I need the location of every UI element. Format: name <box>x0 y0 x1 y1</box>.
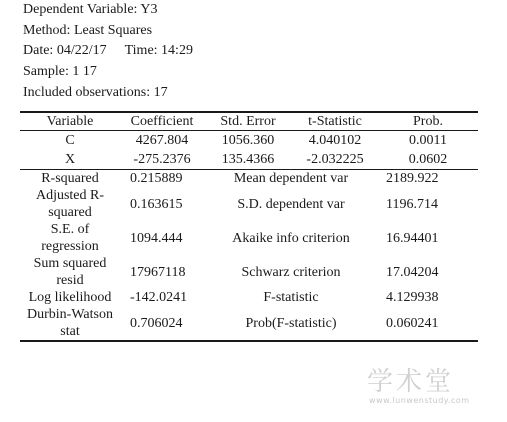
statistic-label: S.E. of regression <box>41 222 99 254</box>
t-statistic-cell: 4.040102 <box>308 133 362 148</box>
statistic-label: Durbin-Watson stat <box>27 307 113 339</box>
time-text: Time: 14:29 <box>124 43 193 59</box>
std-error-cell: 135.4366 <box>221 152 275 167</box>
method-line: Method: Least Squares <box>23 22 153 38</box>
date-time-line <box>23 41 493 62</box>
observations-line: Included observations: 17 <box>23 84 168 100</box>
statistics-row <box>20 255 478 289</box>
statistics-row <box>20 170 478 188</box>
statistic-value: 17967118 <box>130 264 186 280</box>
regression-output-table <box>20 111 478 342</box>
coefficient-row <box>20 131 478 151</box>
statistic-value-right: 4.129938 <box>386 290 439 305</box>
watermark-text: 学术堂 <box>367 367 455 397</box>
site-watermark <box>367 361 470 405</box>
statistic-label: Adjusted R-squared <box>35 188 105 220</box>
std-error-cell: 1056.360 <box>221 133 275 148</box>
statistic-value-right: 1196.714 <box>386 196 438 212</box>
statistic-value-right: 17.04204 <box>386 264 439 280</box>
statistic-label-right: F-statistic <box>263 290 319 305</box>
statistic-value-right: 0.060241 <box>386 315 439 331</box>
prob-cell: 0.0602 <box>408 152 448 167</box>
statistic-value: 0.706024 <box>130 315 183 331</box>
statistic-label: Sum squared resid <box>33 256 107 288</box>
t-statistic-cell: -2.032225 <box>306 152 364 167</box>
sample-line: Sample: 1 17 <box>23 64 97 80</box>
column-header: Prob. <box>413 114 443 129</box>
statistics-row <box>20 306 478 341</box>
column-header: t-Statistic <box>308 114 362 129</box>
statistic-value: 0.163615 <box>130 196 183 212</box>
prob-cell: 0.0011 <box>409 133 447 148</box>
statistic-value: 1094.444 <box>130 230 183 246</box>
statistic-label: Log likelihood <box>28 290 112 305</box>
watermark-url: www.lunwenstudy.com <box>369 396 470 405</box>
coefficient-cell: 4267.804 <box>135 133 189 148</box>
statistics-row <box>20 187 478 221</box>
column-header: Coefficient <box>130 114 194 129</box>
statistic-label-right: Prob(F-statistic) <box>245 315 337 331</box>
statistic-value-right: 16.94401 <box>386 230 439 246</box>
statistic-label-right: S.D. dependent var <box>237 196 345 212</box>
variable-cell: C <box>65 133 75 148</box>
statistic-label-right: Schwarz criterion <box>241 264 341 280</box>
coefficient-row <box>20 150 478 170</box>
variable-cell: X <box>64 152 76 167</box>
date-text: Date: 04/22/17 <box>23 43 107 59</box>
statistics-row <box>20 221 478 255</box>
statistic-label-right: Mean dependent var <box>233 171 349 186</box>
statistic-value-right: 2189.922 <box>386 171 439 186</box>
statistic-value: -142.0241 <box>130 290 188 305</box>
column-header-row <box>20 112 478 131</box>
column-header: Variable <box>46 114 94 129</box>
dependent-variable-line: Dependent Variable: Y3 <box>23 2 158 17</box>
statistics-row <box>20 289 478 306</box>
coefficient-cell: -275.2376 <box>133 152 191 167</box>
statistic-value: 0.215889 <box>130 171 183 186</box>
statistic-label-right: Akaike info criterion <box>232 230 350 246</box>
regression-header <box>23 0 493 103</box>
column-header: Std. Error <box>220 114 276 129</box>
statistic-label: R-squared <box>41 171 99 186</box>
